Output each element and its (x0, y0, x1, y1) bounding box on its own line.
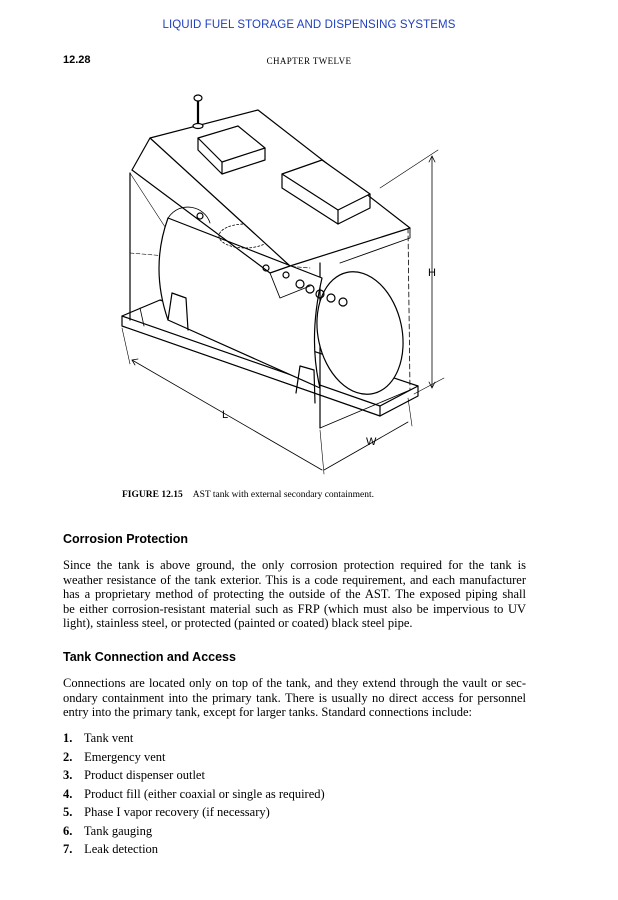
chapter-title: CHAPTER TWELVE (266, 56, 352, 66)
dim-h-label: H (428, 267, 436, 279)
text-line: be either corrosion-resistant material such as FRP (which must also be impervious to UV (63, 601, 526, 616)
list-item (63, 729, 325, 748)
paragraph-tank-connection-access (63, 676, 526, 720)
text-line: entry into the primary tank, except for larger tanks. Standard connections include: (63, 705, 473, 720)
figure-label: FIGURE 12.15 (122, 490, 183, 500)
dim-w-label: W (366, 436, 377, 448)
page-number: 12.28 (63, 54, 91, 66)
paragraph-corrosion-protection (63, 558, 526, 631)
text-line: ondary containment into the primary tank. There is usually no direct access for personnel (63, 690, 526, 705)
heading-corrosion-protection: Corrosion Protection (63, 532, 189, 546)
list-text: Phase I vapor recovery (if necessary) (84, 805, 270, 819)
list-number: 1. (63, 731, 73, 745)
text-line: weather resistance of the tank exterior. This is a code requirement, and each manufacturer (63, 572, 526, 587)
figure-caption (122, 490, 374, 500)
text-line: Since the tank is above ground, the only corrosion protection required for the tank is (63, 558, 526, 572)
list-text: Product fill (either coaxial or single as required) (84, 786, 325, 801)
list-text: Tank gauging (83, 823, 153, 838)
list-item (63, 766, 325, 785)
text-line: light), stainless steel, or protected (painted or coated) black steel pipe. (63, 616, 413, 631)
connections-list (63, 729, 325, 859)
text-line: Connections are located only on top of the tank, and they extend through the vault or sec- (63, 676, 526, 690)
list-text: Tank vent (83, 731, 134, 745)
list-text: Emergency vent (84, 749, 166, 764)
list-item (63, 785, 325, 804)
list-number: 2. (63, 749, 73, 764)
list-text: Product dispenser outlet (84, 768, 205, 782)
list-number: 4. (63, 786, 73, 801)
running-head: LIQUID FUEL STORAGE AND DISPENSING SYSTEMS (162, 19, 456, 31)
list-item (63, 803, 325, 822)
list-item (63, 840, 325, 859)
dim-l-label: L (222, 409, 229, 421)
list-item (63, 822, 325, 841)
list-text: Leak detection (84, 842, 159, 856)
ast-tank-figure (110, 88, 470, 488)
heading-tank-connection-access: Tank Connection and Access (63, 650, 236, 664)
list-number: 5. (63, 805, 73, 819)
list-number: 6. (63, 823, 73, 838)
figure-caption-text: AST tank with external secondary containment. (192, 490, 375, 500)
text-line: has a proprietary method of protecting the outside of the AST. The exposed piping shall (63, 587, 526, 602)
list-number: 7. (63, 842, 73, 856)
list-number: 3. (63, 768, 73, 782)
list-item (63, 748, 325, 767)
